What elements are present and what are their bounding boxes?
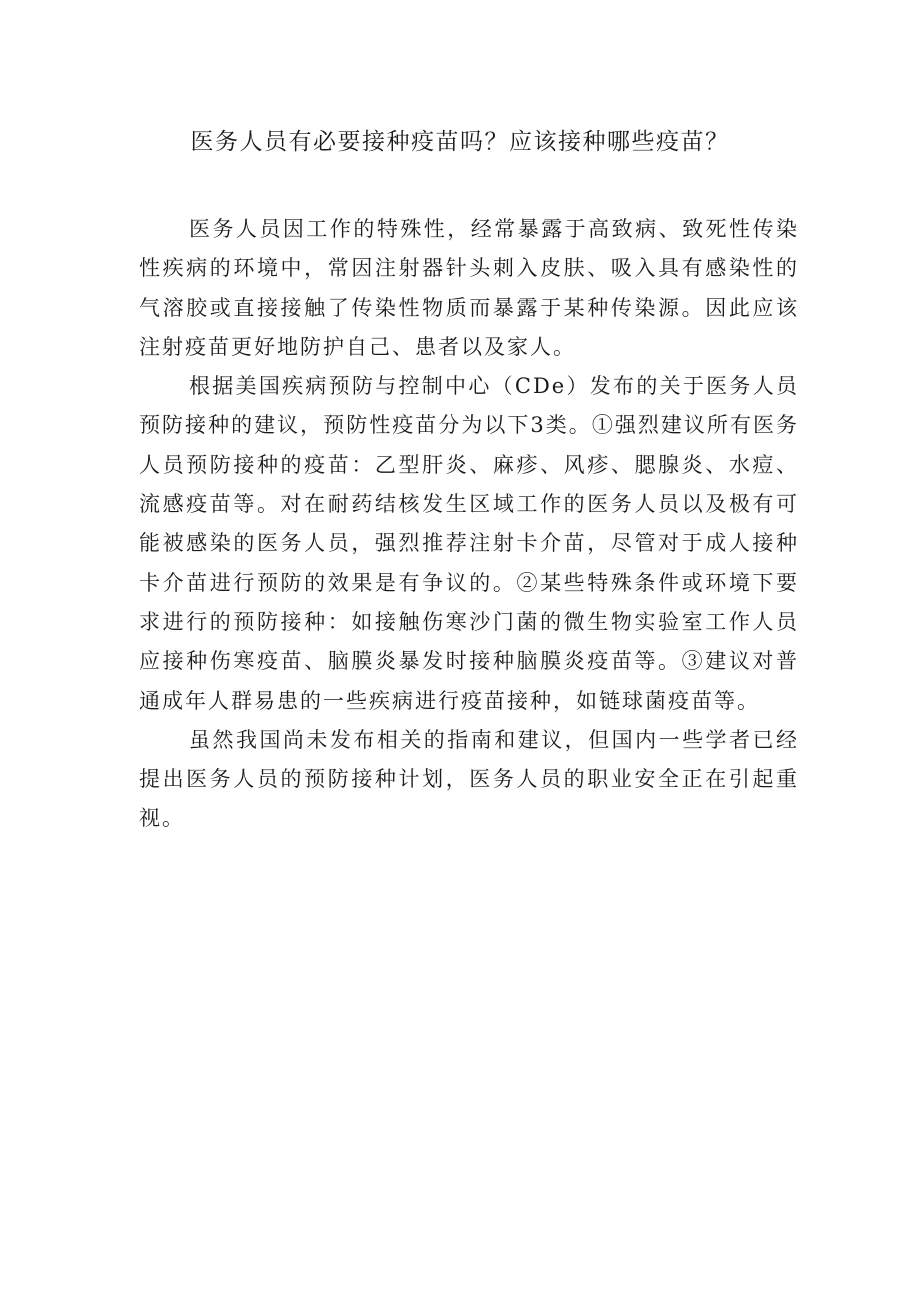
paragraph-cdc-recommendations: 根据美国疾病预防与控制中心（CDe）发布的关于医务人员预防接种的建议，预防性疫苗分为以下3类。①强烈建议所有医务人员预防接种的疫苗：乙型肝炎、麻疹、风疹、腮腺炎、水痘、流感疫苗等。对在耐药结核发生区域工作的医务人员以及极有可能被感染的医务人员，强烈推荐注射卡介苗，尽管对于成人接种卡介苗进行预防的效果是有争议的。②某些特殊条件或环境下要求进行的预防接种：如接触伤寒沙门菌的微生物实验室工作人员应接种伤寒疫苗、脑膜炎暴发时接种脑膜炎疫苗等。③建议对普通成年人群易患的一些疾病进行疫苗接种，如链球菌疫苗等。 <box>139 374 799 713</box>
document-body <box>139 210 799 839</box>
document-title: 医务人员有必要接种疫苗吗？应该接种哪些疫苗？ <box>190 129 730 155</box>
paragraph-domestic-status: 虽然我国尚未发布相关的指南和建议，但国内一些学者已经提出医务人员的预防接种计划，医务人员的职业安全正在引起重视。 <box>139 727 799 831</box>
paragraph-occupational-exposure: 医务人员因工作的特殊性，经常暴露于高致病、致死性传染性疾病的环境中，常因注射器针头刺入皮肤、吸入具有感染性的气溶胶或直接接触了传染性物质而暴露于某种传染源。因此应该注射疫苗更好地防护自己、患者以及家人。 <box>139 217 799 359</box>
